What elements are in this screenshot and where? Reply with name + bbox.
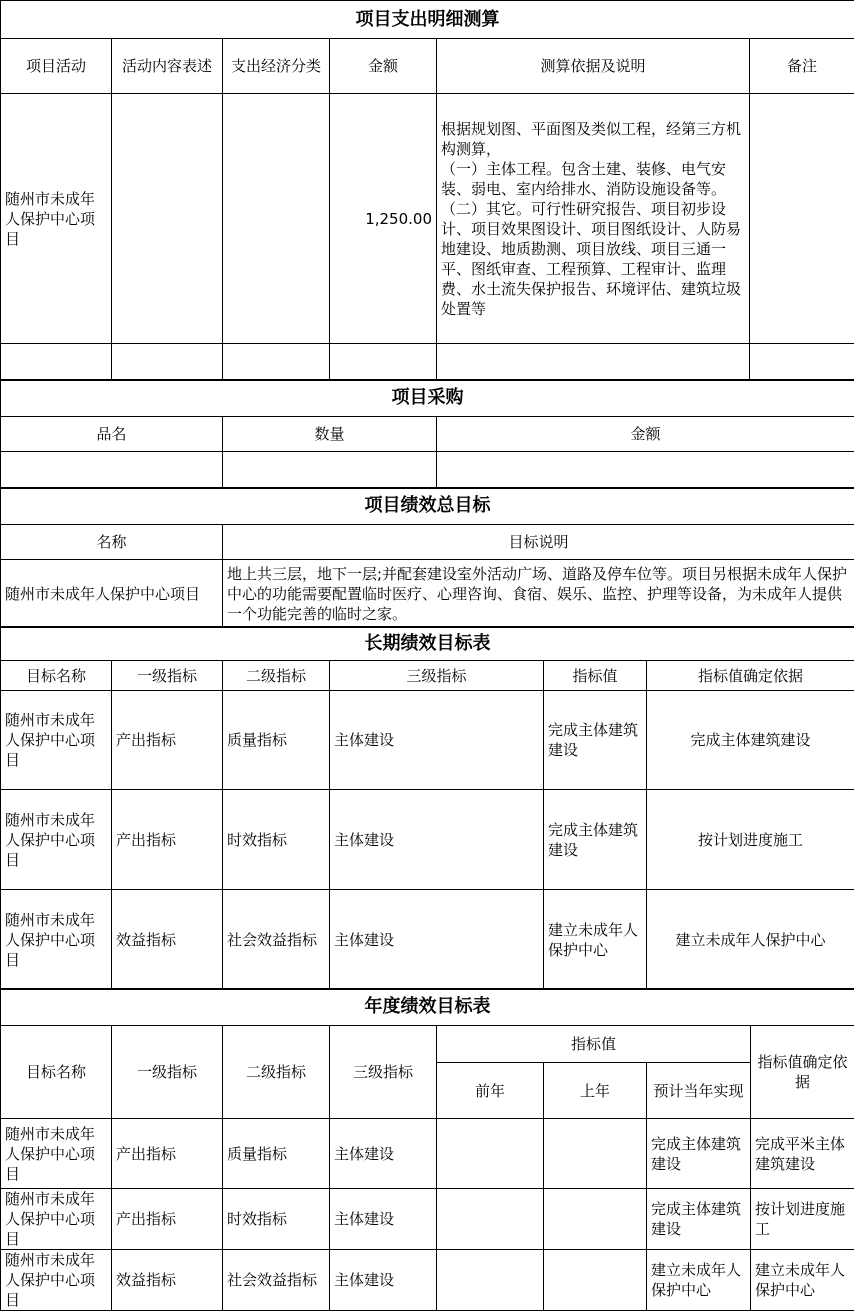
basis-line: （一）主体工程。包含土建、装修、电气安装、弱电、室内给排水、消防设施设备等。 <box>441 159 745 199</box>
expense-basis <box>437 94 750 344</box>
basis-line: （二）其它。可行性研究报告、项目初步设计、项目效果图设计、项目图纸设计、人防易地建设、地质勘测、项目放线、项目三通一平、图纸审查、工程预算、工程审计、监理费、水土流失保护报告、环境评估、建筑垃圾处置等 <box>441 199 745 319</box>
level3: 主体建设 <box>330 1250 437 1311</box>
target-name: 随州市未成年人保护中心项目 <box>1 691 112 790</box>
empty-cell <box>1 344 112 381</box>
indicator-basis: 建立未成年人保护中心 <box>751 1250 854 1311</box>
empty-cell <box>1 452 223 489</box>
header-level2: 二级指标 <box>223 1026 330 1119</box>
header-target-name: 目标名称 <box>1 661 112 691</box>
level2: 质量指标 <box>223 1119 330 1189</box>
level3: 主体建设 <box>330 890 544 990</box>
empty-cell <box>437 452 854 489</box>
header-activity: 项目活动 <box>1 39 112 94</box>
expense-category <box>223 94 330 344</box>
header-level1: 一级指标 <box>112 661 223 691</box>
value-year-before-last <box>437 1250 544 1311</box>
basis-line: 根据规划图、平面图及类似工程，经第三方机构测算， <box>441 119 745 159</box>
header-category: 支出经济分类 <box>223 39 330 94</box>
header-note: 备注 <box>750 39 854 94</box>
expense-title: 项目支出明细测算 <box>1 1 854 39</box>
annual-title: 年度绩效目标表 <box>1 989 854 1026</box>
target-name: 随州市未成年人保护中心项目 <box>1 1189 112 1250</box>
header-level3: 三级指标 <box>330 1026 437 1119</box>
level2: 质量指标 <box>223 691 330 790</box>
empty-cell <box>223 344 330 381</box>
indicator-basis: 完成主体建筑建设 <box>647 691 854 790</box>
procurement-table <box>0 379 854 489</box>
empty-cell <box>223 452 437 489</box>
target-name: 随州市未成年人保护中心项目 <box>1 790 112 890</box>
level3: 主体建设 <box>330 790 544 890</box>
table-row <box>1 1250 854 1311</box>
header-level3: 三级指标 <box>330 661 544 691</box>
value-last-year <box>544 1250 647 1311</box>
indicator-basis: 完成平米主体建筑建设 <box>751 1119 854 1189</box>
level2: 社会效益指标 <box>223 890 330 990</box>
long-term-table <box>0 626 854 990</box>
table-row <box>1 691 854 790</box>
empty-cell <box>437 344 750 381</box>
table-row <box>1 1119 854 1189</box>
table-row <box>1 790 854 890</box>
expense-activity: 随州市未成年人保护中心项目 <box>1 94 112 344</box>
value-expected: 建立未成年人保护中心 <box>647 1250 751 1311</box>
level1: 产出指标 <box>112 1189 223 1250</box>
header-level1: 一级指标 <box>112 1026 223 1119</box>
header-quantity: 数量 <box>223 417 437 452</box>
level3: 主体建设 <box>330 1119 437 1189</box>
target-name: 随州市未成年人保护中心项目 <box>1 1119 112 1189</box>
empty-cell <box>750 344 854 381</box>
header-procurement-amount: 金额 <box>437 417 854 452</box>
value-year-before-last <box>437 1189 544 1250</box>
level3: 主体建设 <box>330 691 544 790</box>
header-target-name: 目标名称 <box>1 1026 112 1119</box>
annual-table <box>0 988 854 1311</box>
level1: 产出指标 <box>112 691 223 790</box>
expense-content <box>112 94 223 344</box>
level2: 时效指标 <box>223 790 330 890</box>
empty-cell <box>112 344 223 381</box>
indicator-basis: 按计划进度施工 <box>751 1189 854 1250</box>
expense-note <box>750 94 854 344</box>
level1: 产出指标 <box>112 790 223 890</box>
value-last-year <box>544 1119 647 1189</box>
header-amount: 金额 <box>330 39 437 94</box>
header-goal-description: 目标说明 <box>223 525 854 560</box>
header-content: 活动内容表述 <box>112 39 223 94</box>
header-last-year: 上年 <box>544 1063 647 1119</box>
header-basis: 测算依据及说明 <box>437 39 750 94</box>
header-goal-name: 名称 <box>1 525 223 560</box>
value-last-year <box>544 1189 647 1250</box>
header-indicator-value: 指标值 <box>544 661 647 691</box>
indicator-value: 完成主体建筑建设 <box>544 790 647 890</box>
target-name: 随州市未成年人保护中心项目 <box>1 890 112 990</box>
target-name: 随州市未成年人保护中心项目 <box>1 1250 112 1311</box>
level1: 效益指标 <box>112 1250 223 1311</box>
long-term-title: 长期绩效目标表 <box>1 627 854 661</box>
expense-table <box>0 0 854 381</box>
procurement-title: 项目采购 <box>1 380 854 417</box>
indicator-basis: 按计划进度施工 <box>647 790 854 890</box>
level2: 时效指标 <box>223 1189 330 1250</box>
header-indicator-value: 指标值 <box>437 1026 751 1063</box>
header-level2: 二级指标 <box>223 661 330 691</box>
value-year-before-last <box>437 1119 544 1189</box>
header-basis: 指标值确定依据 <box>647 661 854 691</box>
indicator-value: 完成主体建筑建设 <box>544 691 647 790</box>
empty-cell <box>330 344 437 381</box>
goal-description: 地上共三层，地下一层;并配套建设室外活动广场、道路及停车位等。项目另根据未成年人保护中心的功能需要配置临时医疗、心理咨询、食宿、娱乐、监控、护理等设备，为未成年人提供一个功能完善的临时之家。 <box>223 560 854 628</box>
value-expected: 完成主体建筑建设 <box>647 1119 751 1189</box>
level1: 效益指标 <box>112 890 223 990</box>
indicator-basis: 建立未成年人保护中心 <box>647 890 854 990</box>
header-year-before-last: 前年 <box>437 1063 544 1119</box>
header-item-name: 品名 <box>1 417 223 452</box>
level1: 产出指标 <box>112 1119 223 1189</box>
expense-amount: 1,250.00 <box>330 94 437 344</box>
level3: 主体建设 <box>330 1189 437 1250</box>
header-basis: 指标值确定依据 <box>751 1026 854 1119</box>
overall-goal-table <box>0 487 854 628</box>
header-expected-this-year: 预计当年实现 <box>647 1063 751 1119</box>
level2: 社会效益指标 <box>223 1250 330 1311</box>
table-row <box>1 1189 854 1250</box>
table-row <box>1 890 854 990</box>
indicator-value: 建立未成年人保护中心 <box>544 890 647 990</box>
overall-goal-title: 项目绩效总目标 <box>1 488 854 525</box>
value-expected: 完成主体建筑建设 <box>647 1189 751 1250</box>
goal-name: 随州市未成年人保护中心项目 <box>1 560 223 628</box>
